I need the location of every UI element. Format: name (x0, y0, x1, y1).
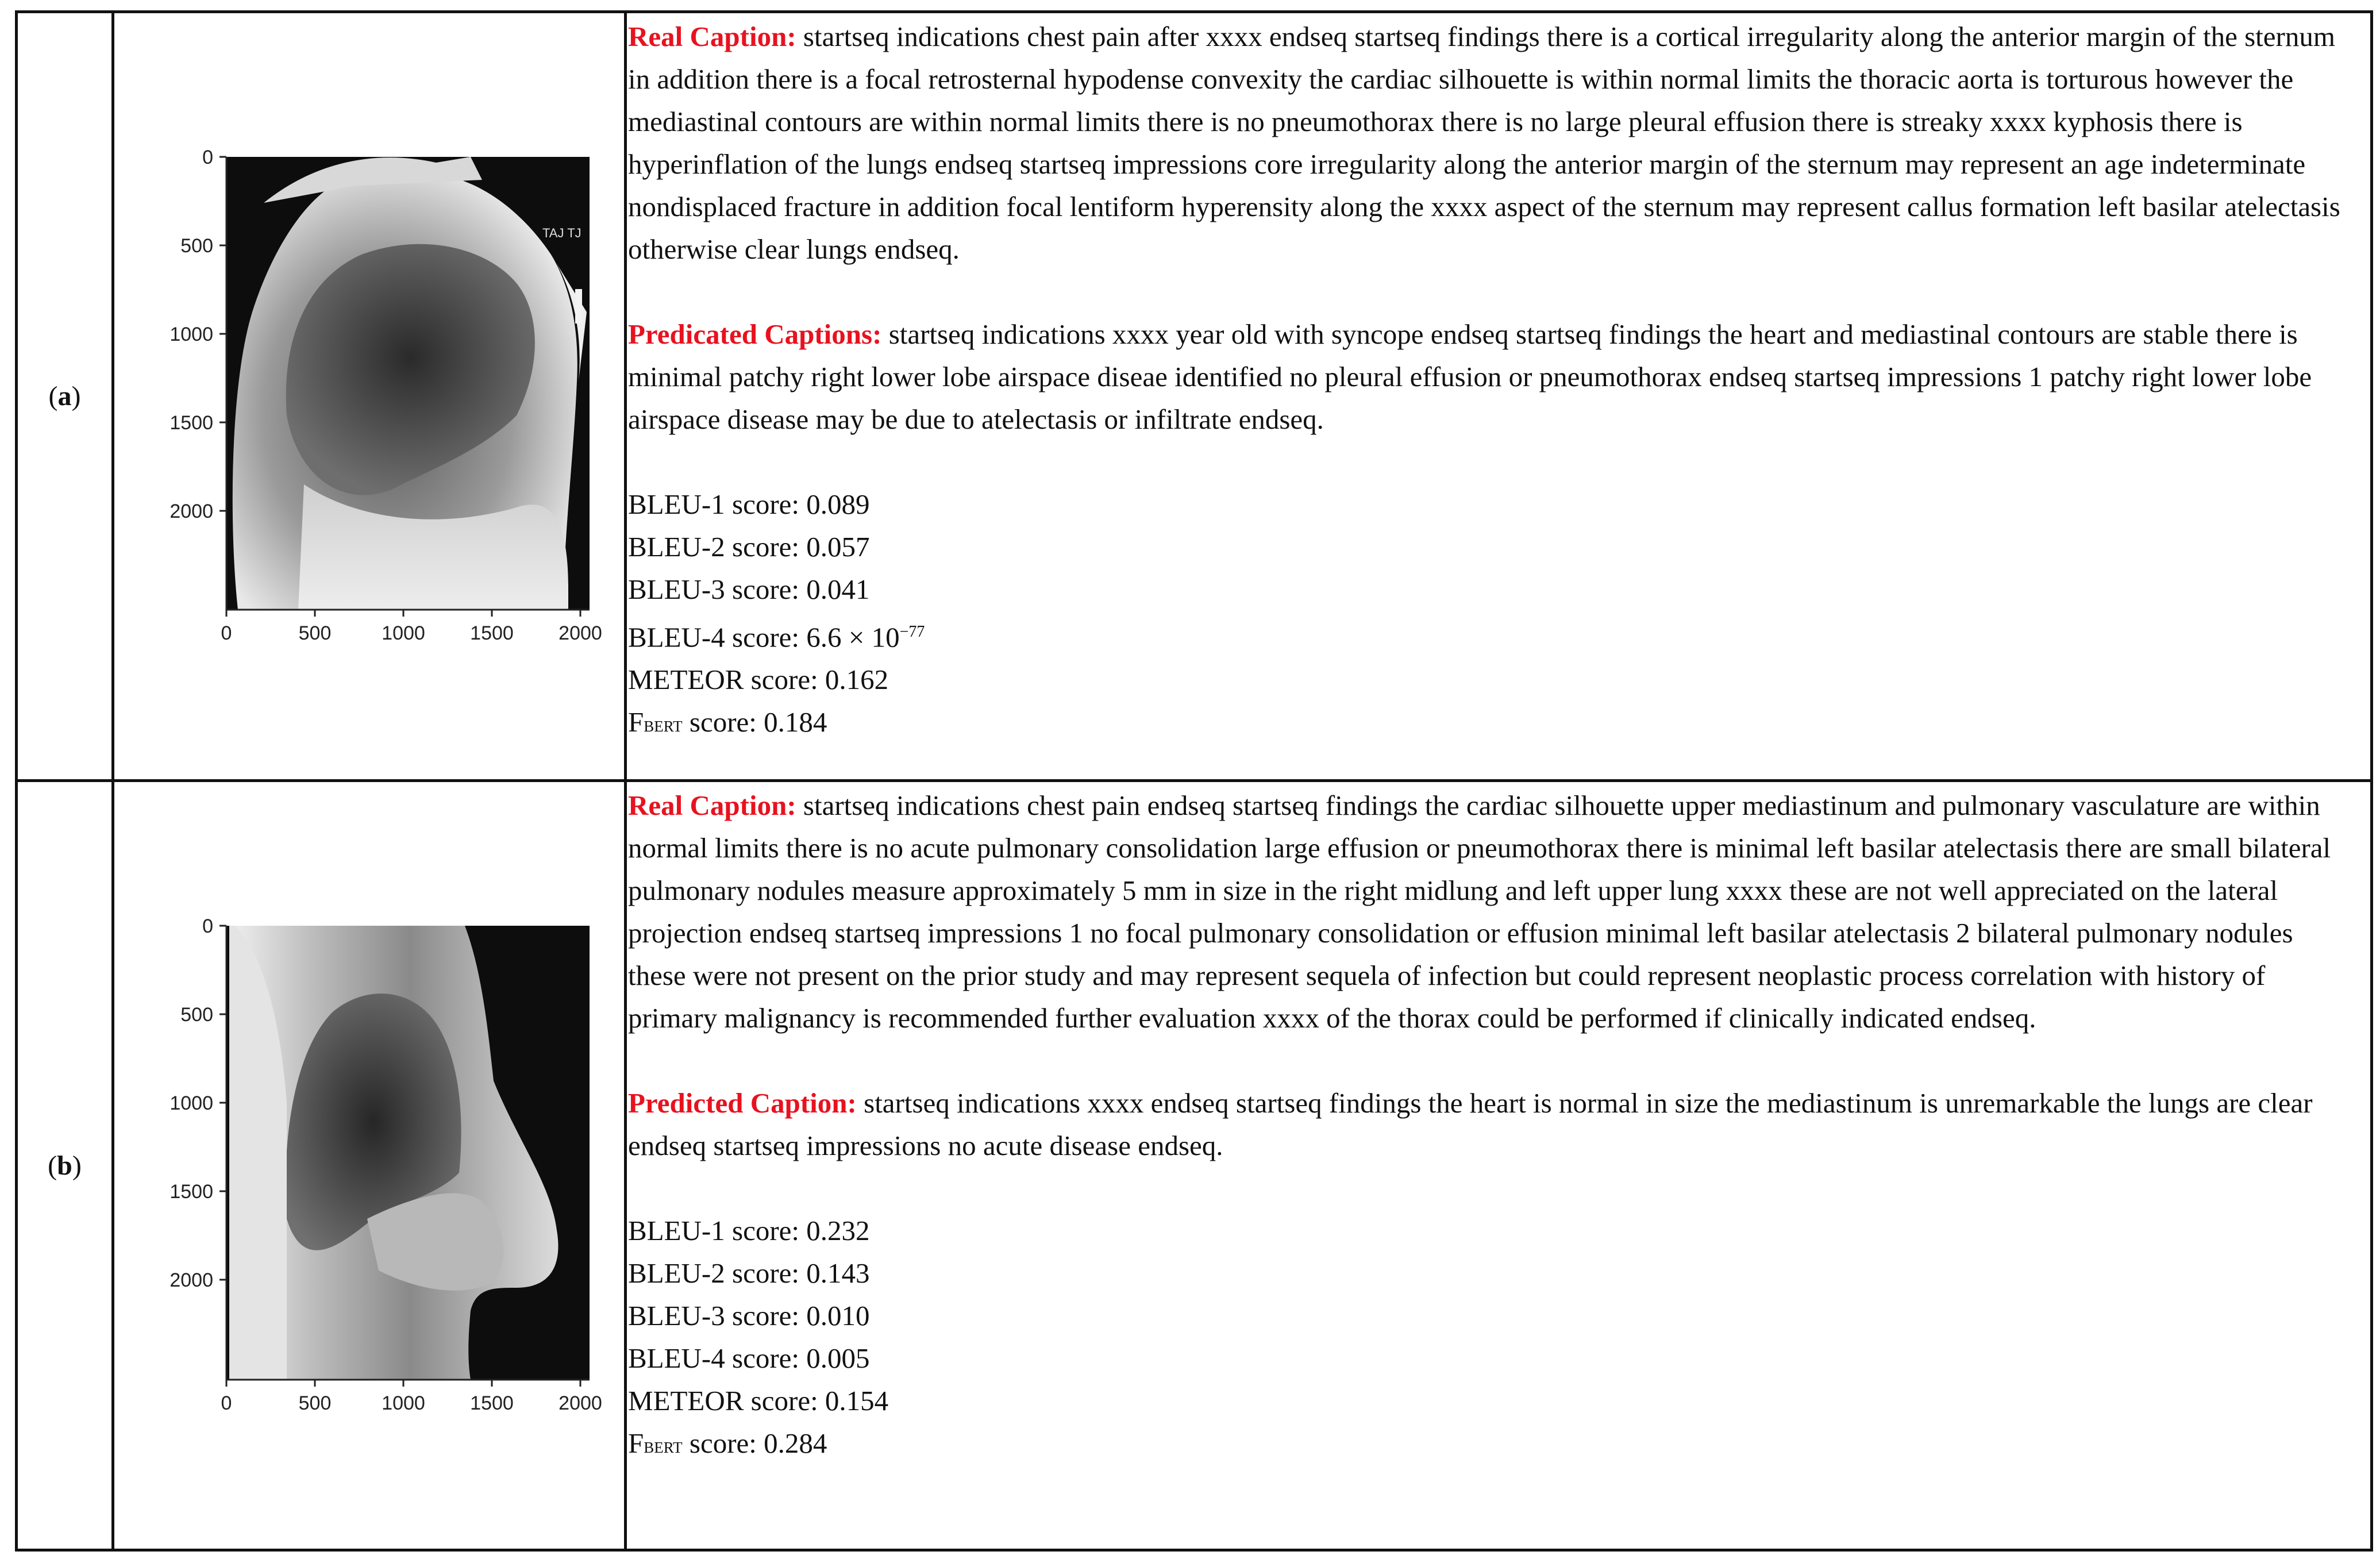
y-tick-label: 2000 (170, 501, 213, 522)
image-overlay-text: TAJ TJ (542, 226, 581, 240)
predicted-caption-a (628, 313, 2353, 441)
fbert-value: score: 0.184 (682, 706, 827, 738)
y-axis-a (219, 157, 226, 610)
bleu3-score: BLEU-3 score: 0.010 (628, 1300, 870, 1331)
real-caption-heading: Real Caption: (628, 21, 796, 52)
y-tick-label: 1000 (170, 1092, 213, 1114)
predicted-caption-heading: Predicted Caption: (628, 1087, 857, 1119)
x-axis-b (226, 1380, 590, 1387)
x-tick-label: 1000 (382, 622, 425, 644)
label-open: ( (48, 1150, 57, 1181)
row-label-a (18, 13, 114, 779)
x-tick-label: 1500 (470, 622, 514, 644)
x-axis-a (226, 610, 590, 617)
x-tick-label: 2000 (559, 622, 602, 644)
fbert-score (628, 701, 2353, 746)
predicted-caption-b (628, 1082, 2353, 1167)
label-letter: a (57, 381, 72, 411)
xray-image-a (226, 157, 590, 610)
meteor-score: METEOR score: 0.162 (628, 664, 889, 696)
predicted-caption-text: startseq indications xxxx year old with syncope endseq startseq findings the heart and mediastinal contours are stable there is minimal patchy right lower lobe airspace diseae identified no pleural effusion or pneumothorax endseq startseq impressions 1 patchy right lower lobe airspace disease may be due to atelectasis or infiltrate endseq. (628, 318, 2312, 435)
bleu3-score: BLEU-3 score: 0.041 (628, 573, 870, 605)
bleu4-exponent: −77 (899, 623, 925, 641)
y-tick-label: 1000 (170, 324, 213, 345)
caption-cell-a (628, 13, 2353, 781)
predicted-caption-heading: Predicated Captions: (628, 318, 882, 350)
x-tick-label: 0 (221, 622, 232, 644)
predicted-caption-text: startseq indications xxxx endseq startseq findings the heart is normal in size the mediastinum is unremarkable the lungs are clear endseq startseq impressions no acute disease endseq. (628, 1087, 2313, 1161)
bleu4-value: BLEU-4 score: 6.6 × 10 (628, 621, 900, 653)
fbert-value: score: 0.284 (682, 1427, 827, 1459)
bleu2-score: BLEU-2 score: 0.057 (628, 531, 870, 563)
meteor-score: METEOR score: 0.154 (628, 1385, 889, 1416)
fbert-score (628, 1422, 2353, 1467)
xray-image-cell-a (114, 13, 627, 779)
fbert-f: F (628, 706, 644, 738)
xray-image-b (226, 926, 590, 1380)
y-tick-label: 2000 (170, 1269, 213, 1291)
bleu4-score: BLEU-4 score: 0.005 (628, 1342, 870, 1374)
y-tick-label: 1500 (170, 1181, 213, 1203)
y-tick-label: 0 (202, 147, 213, 168)
y-axis-b (219, 926, 226, 1380)
caption-cell-b (628, 782, 2353, 1551)
bleu1-score: BLEU-1 score: 0.232 (628, 1215, 870, 1246)
y-tick-label: 500 (180, 235, 213, 257)
fbert-subscript: bert (644, 1434, 683, 1458)
table-row-b (18, 782, 2370, 1549)
table-row-a (18, 13, 2370, 782)
bleu1-score: BLEU-1 score: 0.089 (628, 488, 870, 520)
fbert-subscript: bert (644, 713, 683, 737)
y-tick-label: 500 (180, 1004, 213, 1026)
label-letter: b (57, 1150, 72, 1181)
x-tick-label: 1500 (470, 1392, 514, 1414)
real-caption-text: startseq indications chest pain endseq startseq findings the cardiac silhouette upper mediastinum and pulmonary vasculature are within normal limits there is no acute pulmonary consolidation large effusion or pneumothorax there is minimal left basilar atelectasis there are small bilateral pulmonary nodules measure approximately 5 mm in size in the right midlung and left upper lung xxxx these are not well appreciated on the lateral projection endseq startseq impressions 1 no focal pulmonary consolidation or effusion minimal left basilar atelectasis 2 bilateral pulmonary nodules these were not present on the prior study and may represent sequela of infection but could represent neoplastic process correlation with history of primary malignancy is recommended further evaluation xxxx of the thorax could be performed if clinically indicated endseq. (628, 790, 2331, 1034)
xray-plot-b (114, 782, 627, 1549)
x-tick-label: 0 (221, 1392, 232, 1414)
fbert-f: F (628, 1427, 644, 1459)
x-tick-label: 500 (298, 622, 332, 644)
bleu2-score: BLEU-2 score: 0.143 (628, 1257, 870, 1289)
results-table (15, 10, 2373, 1552)
x-tick-label: 1000 (382, 1392, 425, 1414)
xray-plot-a (114, 13, 627, 782)
label-close: ) (71, 381, 81, 411)
real-caption-a (628, 16, 2353, 271)
xray-image-cell-b (114, 782, 627, 1549)
row-label-b (18, 782, 114, 1549)
label-close: ) (72, 1150, 82, 1181)
x-tick-label: 500 (298, 1392, 332, 1414)
y-tick-label: 1500 (170, 412, 213, 434)
label-open: ( (48, 381, 58, 411)
y-tick-label: 0 (202, 915, 213, 937)
bleu4-score (628, 611, 2353, 659)
real-caption-b (628, 784, 2353, 1040)
real-caption-heading: Real Caption: (628, 790, 796, 821)
x-tick-label: 2000 (559, 1392, 602, 1414)
real-caption-text: startseq indications chest pain after xxxx endseq startseq findings there is a cortical irregularity along the anterior margin of the sternum in addition there is a focal retrosternal hypodense convexity the cardiac silhouette is within normal limits the thoracic aorta is torturous however the mediastinal contours are within normal limits there is no pneumothorax there is no large pleural effusion there is streaky xxxx kyphosis there is hyperinflation of the lungs endseq startseq impressions core irregularity along the anterior margin of the sternum may represent an age indeterminate nondisplaced fracture in addition focal lentiform hyperensity along the xxxx aspect of the sternum may represent callus formation left basilar atelectasis otherwise clear lungs endseq. (628, 21, 2340, 265)
